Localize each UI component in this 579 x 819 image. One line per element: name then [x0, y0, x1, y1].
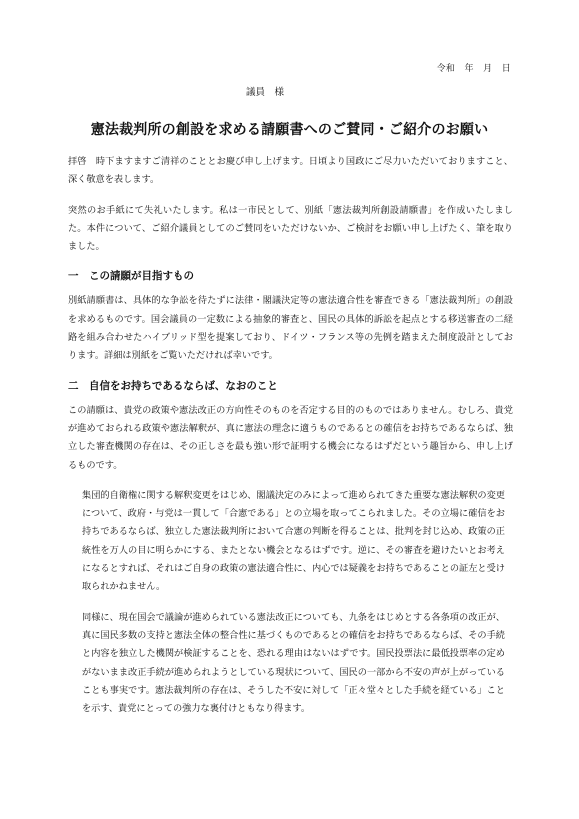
addressee: 議員 様: [246, 87, 285, 98]
section-2-paragraph: この請願は、貴党の政策や憲法改正の方向性そのものを否定する目的のものではありません。むしろ、貴党が進めておられる政策や憲法解釈が、真に憲法の理念に適うものであるとの確信をお持ちであるならば、独立した審査機関の存在は、その正しさを最も強い形で証明する機会になるはずだという趣旨から、申し上げるものです。: [68, 404, 513, 471]
section-heading-2: 二 自信をお持ちであるならば、なおのこと: [68, 379, 278, 392]
document-title: 憲法裁判所の創設を求める請願書へのご賛同・ご紹介のお願い: [90, 122, 489, 138]
indented-paragraph-2: 同様に、現在国会で議論が進められている憲法改正についても、九条をはじめとする各条項の改正が、真に国民多数の支持と憲法全体の整合性に基づくものであるとの確信をお持ちであるならば、その手続と内容を独立した機関が検証することを、恐れる理由はないはずです。国民投票法に最低投票率の定めがないまま改正手続が進められようとしている現状について、国民の一部から不安の声が上がっていることも事実です。憲法裁判所の存在は、そうした不安に対して「正々堂々とした手続を経ている」ことを示す、貴党にとっての強力な裏付けともなり得ます。: [82, 611, 505, 715]
section-heading-1: 一 この請願が目指すもの: [68, 270, 194, 283]
date-line: 令和 年 月 日: [436, 64, 511, 74]
indented-paragraph-1: 集団的自衛権に関する解釈変更をはじめ、閣議決定のみによって進められてきた重要な憲法解釈の変更について、政府・与党は一貫して「合憲である」との立場を取ってこられました。その立場に確信をお持ちであるならば、独立した憲法裁判所において合憲の判断を得ることは、批判を封じ込め、政策の正統性を万人の目に明らかにする、またとない機会となるはずです。逆に、その審査を避けたいとお考えになるとすれば、それはご自身の政策の憲法適合性に、内心では疑義をお持ちであることの証左と受け取られかねません。: [82, 489, 505, 593]
intro-paragraph: 突然のお手紙にて失礼いたします。私は一市民として、別紙「憲法裁判所創設請願書」を作成いたしました。本件について、ご紹介議員としてのご賛同をいただけないか、ご検討をお願い申し上げたく、筆を取りました。: [68, 204, 513, 253]
greeting-paragraph: 拝啓 時下ますますご清祥のこととお慶び申し上げます。日頃より国政にご尽力いただいておりますこと、深く敬意を表します。: [68, 156, 513, 186]
section-1-paragraph: 別紙請願書は、具体的な争訟を待たずに法律・閣議決定等の憲法適合性を審査できる「憲法裁判所」の創設を求めるものです。国会議員の一定数による抽象的審査と、国民の具体的訴訟を起点とする移送審査の二経路を組み合わせたハイブリッド型を提案しており、ドイツ・フランス等の先例を踏まえた制度設計としております。詳細は別紙をご覧いただければ幸いです。: [68, 295, 513, 362]
letter-body: [68, 153, 513, 730]
